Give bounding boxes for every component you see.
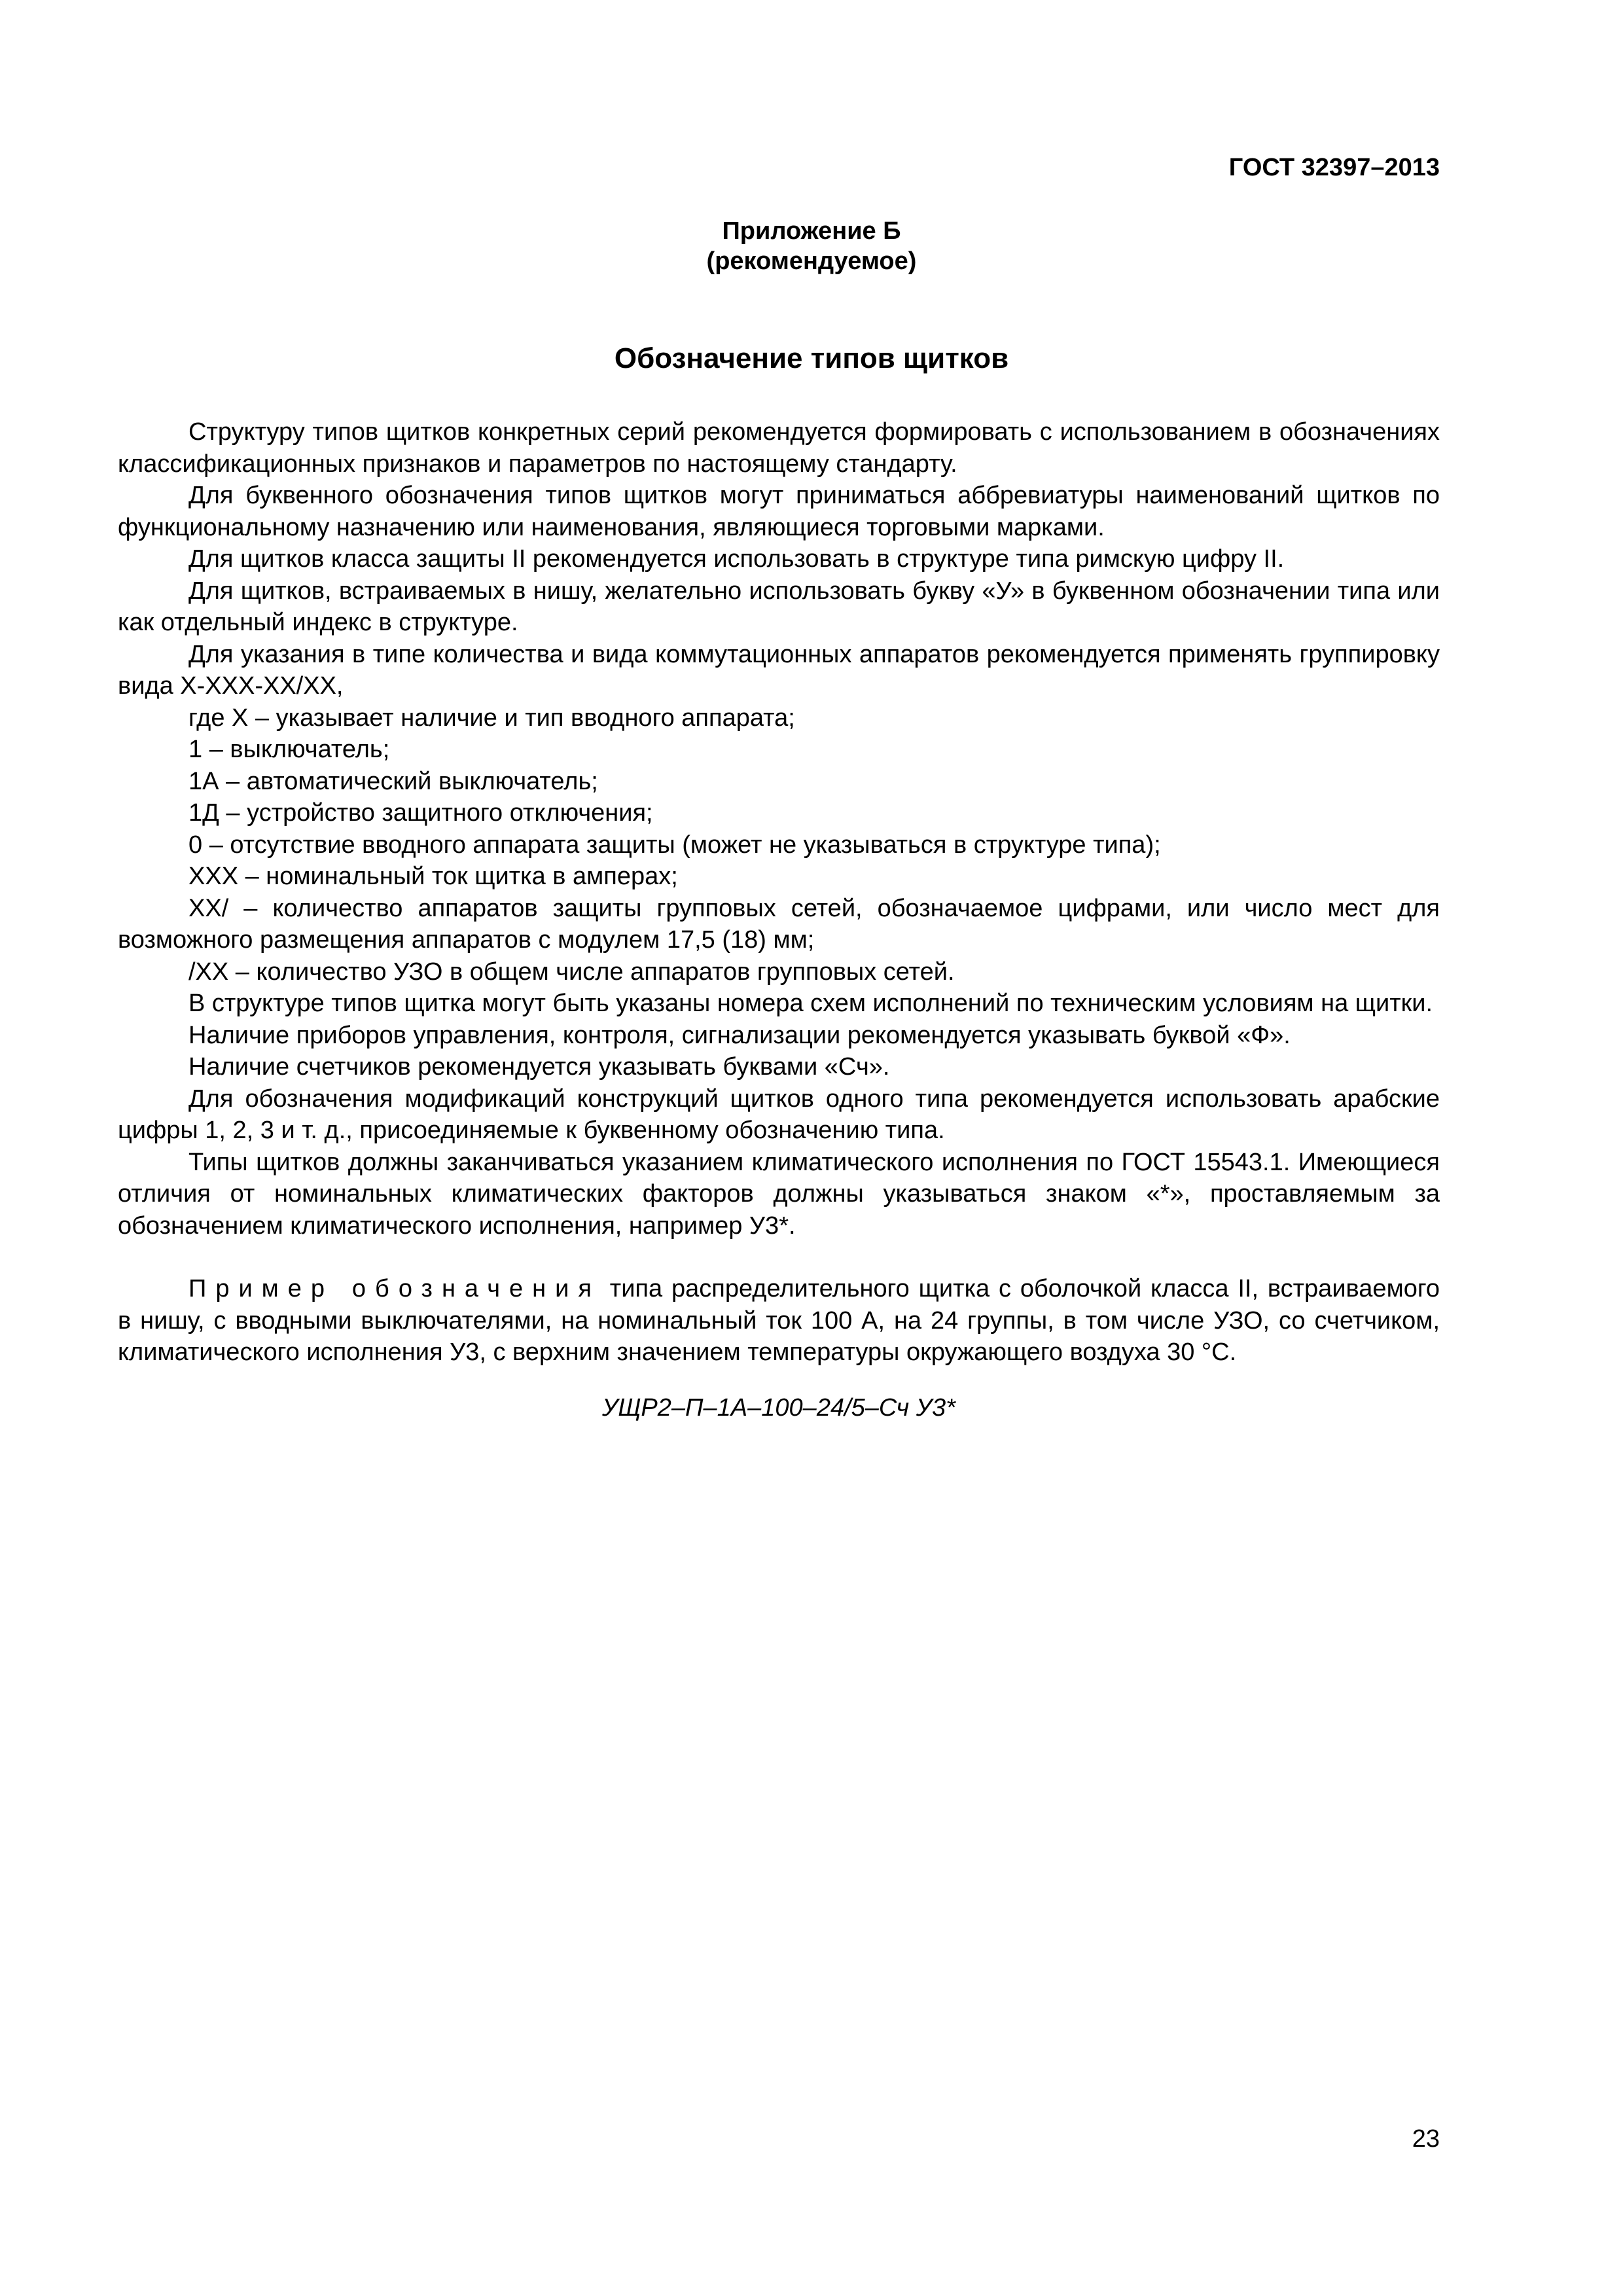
page-number: 23 xyxy=(1412,2125,1440,2153)
document-code-header: ГОСТ 32397–2013 xyxy=(1228,154,1440,181)
paragraph: Наличие приборов управления, контроля, сигнализации рекомендуется указывать буквой «Ф». xyxy=(188,1021,1291,1049)
document-body xyxy=(118,416,1440,1424)
paragraph: Для указания в типе количества и вида коммутационных аппаратов рекомендуется применять группировку вида Х-ХХХ-ХХ/ХХ, xyxy=(118,640,1440,700)
paragraph: где Х – указывает наличие и тип вводного аппарата; xyxy=(188,704,795,732)
paragraph: Для щитков класса защиты II рекомендуется использовать в структуре типа римскую цифру II. xyxy=(188,545,1285,573)
paragraph: 0 – отсутствие вводного аппарата защиты (может не указываться в структуре типа); xyxy=(188,831,1161,859)
paragraph: В структуре типов щитка могут быть указаны номера схем исполнений по техническим условиям на щитки. xyxy=(188,990,1433,1017)
example-designation-code: УЩР2–П–1А–100–24/5–Сч У3* xyxy=(602,1393,955,1422)
paragraph: ХХХ – номинальный ток щитка в амперах; xyxy=(188,863,678,890)
paragraph: Для щитков, встраиваемых в нишу, желательно использовать букву «У» в буквенном обозначении типа или как отдельный индекс в структуре. xyxy=(118,577,1440,636)
paragraph: Наличие счетчиков рекомендуется указывать буквами «Сч». xyxy=(188,1053,890,1081)
example-label: Пример обозначения xyxy=(188,1275,601,1302)
example-text: типа распределительного щитка с оболочкой класса II, встраиваемого в нишу, с вводными выключателями, на номинальный ток 100 А, на 24 группы, в том числе УЗО, со счетчиком, климатического исполнения У3, с верхним значением температуры окружающего воздуха 30 °С. xyxy=(118,1275,1440,1366)
paragraph: 1Д – устройство защитного отключения; xyxy=(188,799,653,827)
paragraph: Для буквенного обозначения типов щитков могут приниматься аббревиатуры наименований щитков по функциональному назначению или наименования, являющиеся торговыми марками. xyxy=(118,482,1440,541)
paragraph: Для обозначения модификаций конструкций щитков одного типа рекомендуется использовать арабские цифры 1, 2, 3 и т. д., присоединяемые к буквенному обозначению типа. xyxy=(118,1085,1440,1144)
appendix-status: (рекомендуемое) xyxy=(706,247,917,275)
appendix-label: Приложение Б xyxy=(722,217,901,245)
paragraph: 1 – выключатель; xyxy=(188,736,390,763)
example-paragraph xyxy=(118,1273,1440,1369)
section-title: Обозначение типов щитков xyxy=(614,342,1009,374)
paragraph: /ХХ – количество УЗО в общем числе аппаратов групповых сетей. xyxy=(188,958,955,986)
paragraph: 1А – автоматический выключатель; xyxy=(188,767,598,795)
paragraph: Структуру типов щитков конкретных серий рекомендуется формировать с использованием в обозначениях классификационных признаков и параметров по настоящему стандарту. xyxy=(118,418,1440,478)
appendix-heading xyxy=(118,216,1505,276)
paragraph: ХХ/ – количество аппаратов защиты групповых сетей, обозначаемое цифрами, или число мест для возможного размещения аппаратов с модулем 17,5 (18) мм; xyxy=(118,894,1440,954)
paragraph: Типы щитков должны заканчиваться указанием климатического исполнения по ГОСТ 15543.1. Имеющиеся отличия от номинальных климатических факторов должны указываться знаком «*», проставляемым за обозначением климатического исполнения, например У3*. xyxy=(118,1148,1440,1240)
